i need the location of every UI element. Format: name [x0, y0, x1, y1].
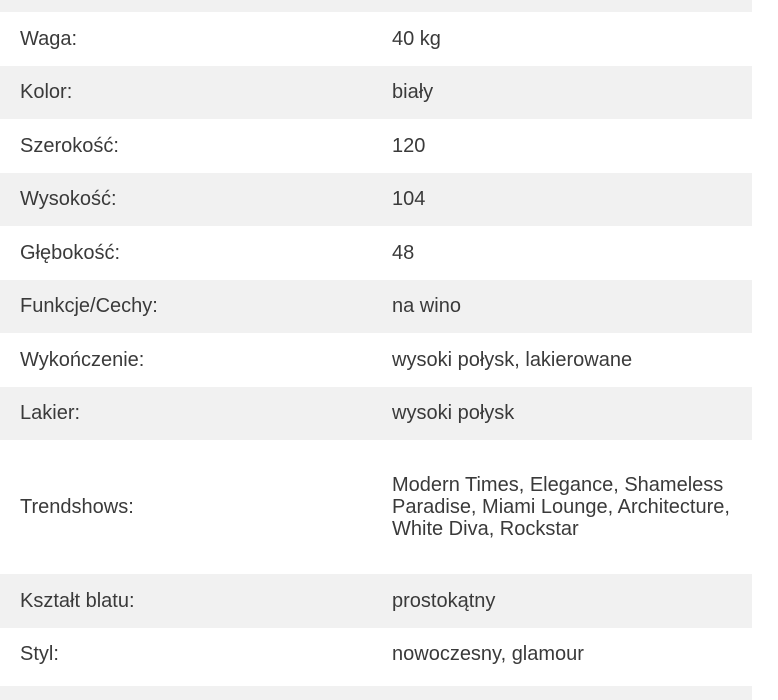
spec-label: Trendshows:: [20, 496, 134, 518]
table-top-edge: [0, 0, 752, 12]
table-bottom-edge: [0, 686, 752, 700]
spec-value: biały: [392, 81, 434, 104]
table-row: [0, 574, 752, 628]
spec-label: Funkcje/Cechy:: [20, 295, 158, 318]
spec-value: wysoki połysk, lakierowane: [392, 348, 633, 371]
spec-label: Kolor:: [20, 81, 73, 104]
spec-value: 48: [392, 241, 415, 264]
spec-label: Kształt blatu:: [20, 589, 135, 612]
spec-value: na wino: [392, 295, 461, 318]
table-row: [0, 173, 752, 227]
spec-label: Głębokość:: [20, 241, 121, 264]
table-row: [0, 333, 752, 387]
product-specs-table: [0, 12, 752, 681]
spec-value: Modern Times, Elegance, Shameless Paradise, Miami Lounge, Architecture, White Diva, Rockstar: [392, 474, 730, 540]
spec-label: Wysokość:: [20, 188, 117, 211]
table-row: [0, 12, 752, 66]
table-row: [0, 628, 752, 682]
spec-label: Styl:: [20, 643, 59, 666]
spec-value: 120: [392, 134, 426, 157]
spec-value: wysoki połysk: [392, 402, 515, 425]
spec-value: 104: [392, 188, 426, 211]
spec-label: Szerokość:: [20, 134, 119, 157]
table-row: [0, 440, 752, 574]
spec-label: Lakier:: [20, 402, 81, 425]
table-row: [0, 226, 752, 280]
spec-value: 40 kg: [392, 27, 441, 50]
spec-value: nowoczesny, glamour: [392, 643, 584, 666]
table-row: [0, 66, 752, 120]
spec-label: Wykończenie:: [20, 348, 145, 371]
table-row: [0, 119, 752, 173]
spec-label: Waga:: [20, 27, 78, 50]
table-row: [0, 280, 752, 334]
spec-value: prostokątny: [392, 589, 496, 612]
table-row: [0, 387, 752, 441]
